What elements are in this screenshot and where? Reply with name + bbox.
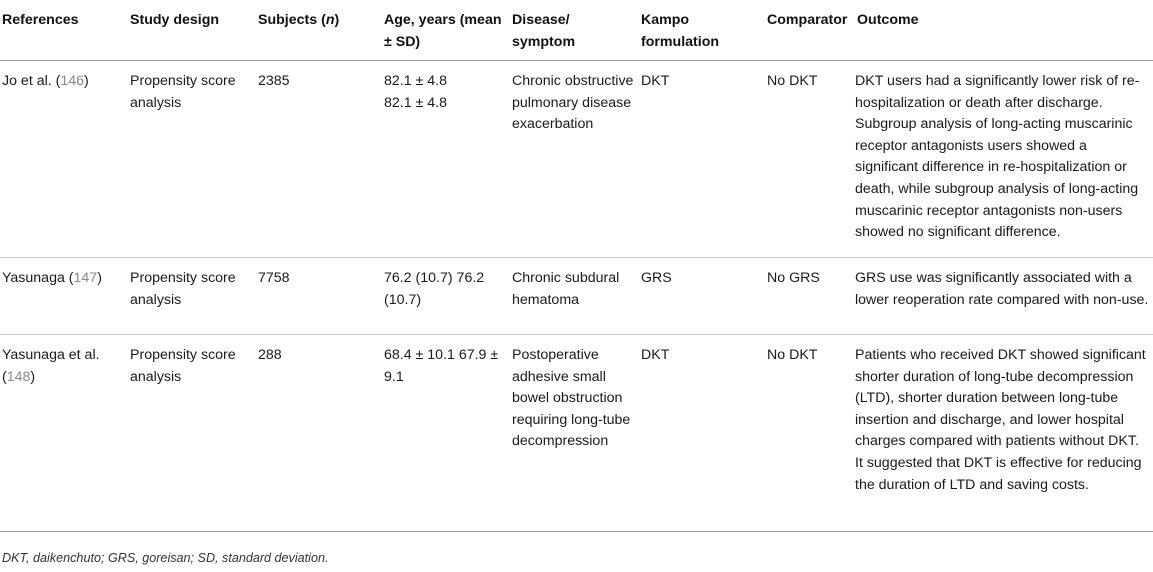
header-row <box>0 0 1153 61</box>
table-row <box>0 61 1153 258</box>
cell-disease: Chronic obstructive pulmonary disease exacerbation <box>510 61 639 258</box>
table-row <box>0 335 1153 532</box>
header-comparator: Comparator <box>765 0 855 61</box>
cell-kampo: DKT <box>639 61 765 258</box>
header-disease: Disease/ symptom <box>510 0 639 61</box>
header-references: References <box>0 0 128 61</box>
table-body <box>0 61 1153 532</box>
header-subjects <box>256 0 382 61</box>
cell-reference <box>0 258 128 335</box>
cell-age: 76.2 (10.7) 76.2 (10.7) <box>382 258 510 335</box>
cell-age <box>382 61 510 258</box>
cell-subjects: 7758 <box>256 258 382 335</box>
cell-subjects: 2385 <box>256 61 382 258</box>
cell-disease: Postoperative adhesive small bowel obstruction requiring long-tube decompression <box>510 335 639 532</box>
header-age: Age, years (mean ± SD) <box>382 0 510 61</box>
header-outcome: Outcome <box>855 0 1153 61</box>
header-subjects-suffix: ) <box>334 12 340 28</box>
age-line: 82.1 ± 4.8 <box>384 94 448 111</box>
header-kampo: Kampo formulation <box>639 0 765 61</box>
age-line: 82.1 ± 4.8 <box>384 73 448 89</box>
header-study-design: Study design <box>128 0 256 61</box>
header-subjects-prefix: Subjects ( <box>258 12 326 28</box>
cell-comparator: No GRS <box>765 258 855 335</box>
reference-link[interactable]: 147 <box>73 270 98 286</box>
cell-outcome: GRS use was significantly associated with a lower reoperation rate compared with non-use. <box>855 258 1153 335</box>
cell-kampo: GRS <box>639 258 765 335</box>
cell-outcome: Patients who received DKT showed significant shorter duration of long-tube decompression (LTD), shorter duration between long-tube insertion and discharge, and lower hospital charges compared with patients without DKT. It suggested that DKT is effective for reducing the duration of LTD and saving costs. <box>855 335 1153 532</box>
cell-study-design: Propensity score analysis <box>128 258 256 335</box>
cell-study-design: Propensity score analysis <box>128 335 256 532</box>
reference-link[interactable]: 146 <box>60 73 85 89</box>
cell-outcome: DKT users had a significantly lower risk of re-hospitalization or death after discharge. Subgroup analysis of long-acting muscarinic receptor antagonists users showed a significant difference in re-hospitalization or death, while subgroup analysis of long-acting muscarinic receptor antagonists non-users showed no significant difference. <box>855 61 1153 258</box>
reference-author: Yasunaga ( <box>2 270 74 286</box>
cell-disease: Chronic subdural hematoma <box>510 258 639 335</box>
cell-reference <box>0 61 128 258</box>
reference-close: ) <box>97 270 102 286</box>
reference-author: Yasunaga et al. ( <box>2 347 100 385</box>
header-subjects-n: n <box>325 12 335 28</box>
reference-close: ) <box>30 368 36 385</box>
reference-link[interactable]: 148 <box>6 368 31 385</box>
cell-kampo: DKT <box>639 335 765 532</box>
cell-age: 68.4 ± 10.1 67.9 ± 9.1 <box>382 335 510 532</box>
cell-comparator: No DKT <box>765 335 855 532</box>
reference-close: ) <box>84 73 89 89</box>
cell-study-design: Propensity score analysis <box>128 61 256 258</box>
cell-reference <box>0 335 128 532</box>
table-header <box>0 0 1153 61</box>
table-row <box>0 258 1153 335</box>
reference-author: Jo et al. ( <box>2 73 61 89</box>
cell-comparator: No DKT <box>765 61 855 258</box>
table-footnote: DKT, daikenchuto; GRS, goreisan; SD, standard deviation. <box>2 551 329 565</box>
cell-subjects: 288 <box>256 335 382 532</box>
